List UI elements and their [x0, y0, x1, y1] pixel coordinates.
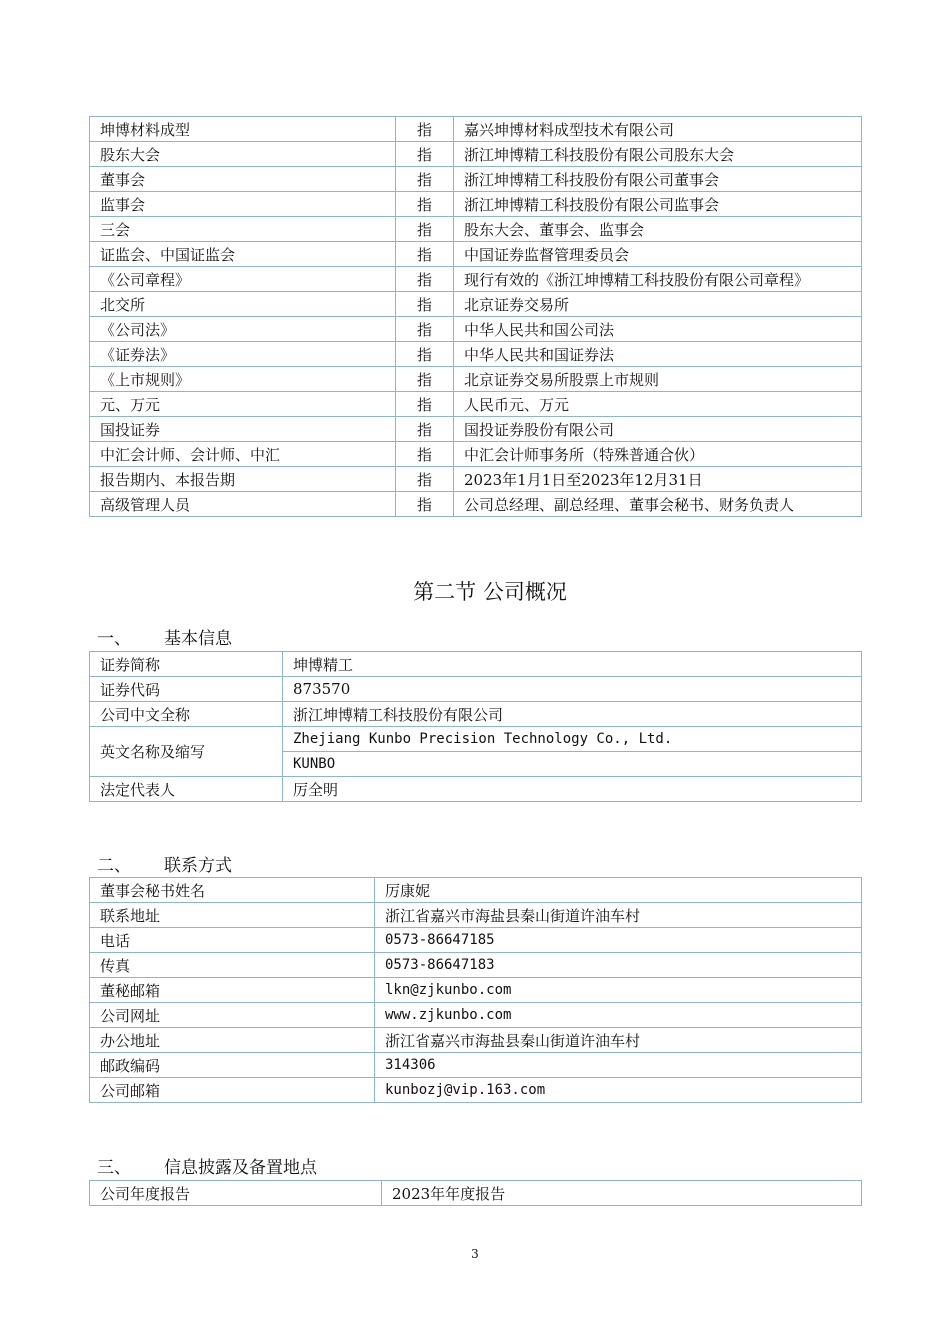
contact-label: 公司邮箱	[90, 1078, 375, 1103]
definition-means: 指	[396, 242, 454, 267]
definition-means: 指	[396, 367, 454, 392]
contact-label: 公司网址	[90, 1003, 375, 1028]
definition-term: 董事会	[90, 167, 396, 192]
basic-label: 证券简称	[90, 652, 283, 677]
table-row	[90, 342, 862, 367]
english-abbr-value: KUNBO	[283, 752, 862, 777]
table-row	[90, 928, 862, 953]
contact-table	[89, 877, 862, 1103]
disclosure-value: 2023年年度报告	[382, 1181, 862, 1206]
legal-rep-value: 厉全明	[283, 777, 862, 802]
table-row	[90, 903, 862, 928]
definition-text: 浙江坤博精工科技股份有限公司董事会	[454, 167, 862, 192]
table-row	[90, 1181, 862, 1206]
definitions-table	[89, 116, 862, 517]
definition-text: 中华人民共和国公司法	[454, 317, 862, 342]
disclosure-label: 公司年度报告	[90, 1181, 382, 1206]
english-name-label: 英文名称及缩写	[90, 727, 283, 777]
table-row	[90, 953, 862, 978]
basic-value: 873570	[283, 677, 862, 702]
table-row	[90, 702, 862, 727]
contact-heading-number: 二、	[97, 856, 131, 876]
basic-label: 证券代码	[90, 677, 283, 702]
contact-heading	[97, 851, 232, 876]
disclosure-heading-text: 信息披露及备置地点	[164, 1158, 317, 1178]
table-row	[90, 317, 862, 342]
definition-term: 国投证券	[90, 417, 396, 442]
definition-means: 指	[396, 142, 454, 167]
definition-term: 《公司法》	[90, 317, 396, 342]
contact-heading-text: 联系方式	[164, 856, 232, 876]
definition-term: 《上市规则》	[90, 367, 396, 392]
definition-means: 指	[396, 492, 454, 517]
table-row	[90, 192, 862, 217]
table-row	[90, 392, 862, 417]
disclosure-table	[89, 1180, 862, 1206]
table-row	[90, 167, 862, 192]
table-row	[90, 242, 862, 267]
definition-text: 北京证券交易所股票上市规则	[454, 367, 862, 392]
definition-term: 证监会、中国证监会	[90, 242, 396, 267]
contact-value: 浙江省嘉兴市海盐县秦山街道许油车村	[375, 1028, 862, 1053]
table-row	[90, 727, 862, 752]
definition-term: 三会	[90, 217, 396, 242]
definition-text: 公司总经理、副总经理、董事会秘书、财务负责人	[454, 492, 862, 517]
definition-means: 指	[396, 217, 454, 242]
definition-term: 股东大会	[90, 142, 396, 167]
definition-means: 指	[396, 117, 454, 142]
contact-value: 0573-86647185	[375, 928, 862, 953]
table-row	[90, 1053, 862, 1078]
table-row	[90, 777, 862, 802]
contact-label: 电话	[90, 928, 375, 953]
contact-label: 联系地址	[90, 903, 375, 928]
contact-value: lkn@zjkunbo.com	[375, 978, 862, 1003]
table-row	[90, 1028, 862, 1053]
table-row	[90, 142, 862, 167]
definition-means: 指	[396, 267, 454, 292]
contact-label: 董秘邮箱	[90, 978, 375, 1003]
basic-info-table	[89, 651, 862, 802]
basic-value: 浙江坤博精工科技股份有限公司	[283, 702, 862, 727]
definition-text: 中国证券监督管理委员会	[454, 242, 862, 267]
contact-label: 董事会秘书姓名	[90, 878, 375, 903]
definition-text: 北京证券交易所	[454, 292, 862, 317]
definition-text: 嘉兴坤博材料成型技术有限公司	[454, 117, 862, 142]
table-row	[90, 878, 862, 903]
english-name-value: Zhejiang Kunbo Precision Technology Co., Ltd.	[283, 727, 862, 752]
table-row	[90, 677, 862, 702]
contact-value: 314306	[375, 1053, 862, 1078]
contact-value: www.zjkunbo.com	[375, 1003, 862, 1028]
definition-term: 《证券法》	[90, 342, 396, 367]
contact-value: kunbozj@vip.163.com	[375, 1078, 862, 1103]
definition-text: 中华人民共和国证券法	[454, 342, 862, 367]
contact-value: 浙江省嘉兴市海盐县秦山街道许油车村	[375, 903, 862, 928]
definition-means: 指	[396, 167, 454, 192]
table-row	[90, 1003, 862, 1028]
table-row	[90, 978, 862, 1003]
definition-means: 指	[396, 192, 454, 217]
definition-term: 监事会	[90, 192, 396, 217]
legal-rep-label: 法定代表人	[90, 777, 283, 802]
definition-term: 坤博材料成型	[90, 117, 396, 142]
table-row	[90, 492, 862, 517]
table-row	[90, 652, 862, 677]
definition-term: 高级管理人员	[90, 492, 396, 517]
basic-info-heading-text: 基本信息	[164, 629, 232, 649]
definition-means: 指	[396, 342, 454, 367]
definition-term: 报告期内、本报告期	[90, 467, 396, 492]
table-row	[90, 117, 862, 142]
table-row	[90, 292, 862, 317]
definition-means: 指	[396, 417, 454, 442]
table-row	[90, 467, 862, 492]
definition-term: 《公司章程》	[90, 267, 396, 292]
contact-label: 办公地址	[90, 1028, 375, 1053]
table-row	[90, 417, 862, 442]
table-row	[90, 367, 862, 392]
disclosure-heading	[97, 1153, 317, 1178]
section-title: 第二节 公司概况	[413, 580, 567, 604]
basic-label: 公司中文全称	[90, 702, 283, 727]
definition-text: 2023年1月1日至2023年12月31日	[454, 467, 862, 492]
definition-term: 元、万元	[90, 392, 396, 417]
definition-term: 北交所	[90, 292, 396, 317]
contact-value: 0573-86647183	[375, 953, 862, 978]
definition-text: 国投证券股份有限公司	[454, 417, 862, 442]
definition-text: 中汇会计师事务所（特殊普通合伙）	[454, 442, 862, 467]
definition-text: 现行有效的《浙江坤博精工科技股份有限公司章程》	[454, 267, 862, 292]
basic-info-heading-number: 一、	[97, 629, 131, 649]
table-row	[90, 1078, 862, 1103]
definition-text: 股东大会、董事会、监事会	[454, 217, 862, 242]
definition-means: 指	[396, 392, 454, 417]
definition-means: 指	[396, 467, 454, 492]
table-row	[90, 267, 862, 292]
definition-text: 浙江坤博精工科技股份有限公司股东大会	[454, 142, 862, 167]
definition-term: 中汇会计师、会计师、中汇	[90, 442, 396, 467]
definition-means: 指	[396, 442, 454, 467]
contact-label: 传真	[90, 953, 375, 978]
table-row	[90, 442, 862, 467]
disclosure-heading-number: 三、	[97, 1158, 131, 1178]
definition-text: 浙江坤博精工科技股份有限公司监事会	[454, 192, 862, 217]
basic-info-heading	[97, 624, 232, 649]
contact-value: 厉康妮	[375, 878, 862, 903]
basic-value: 坤博精工	[283, 652, 862, 677]
definition-means: 指	[396, 317, 454, 342]
definition-means: 指	[396, 292, 454, 317]
page-number: 3	[471, 1247, 479, 1261]
contact-label: 邮政编码	[90, 1053, 375, 1078]
definition-text: 人民币元、万元	[454, 392, 862, 417]
table-row	[90, 217, 862, 242]
